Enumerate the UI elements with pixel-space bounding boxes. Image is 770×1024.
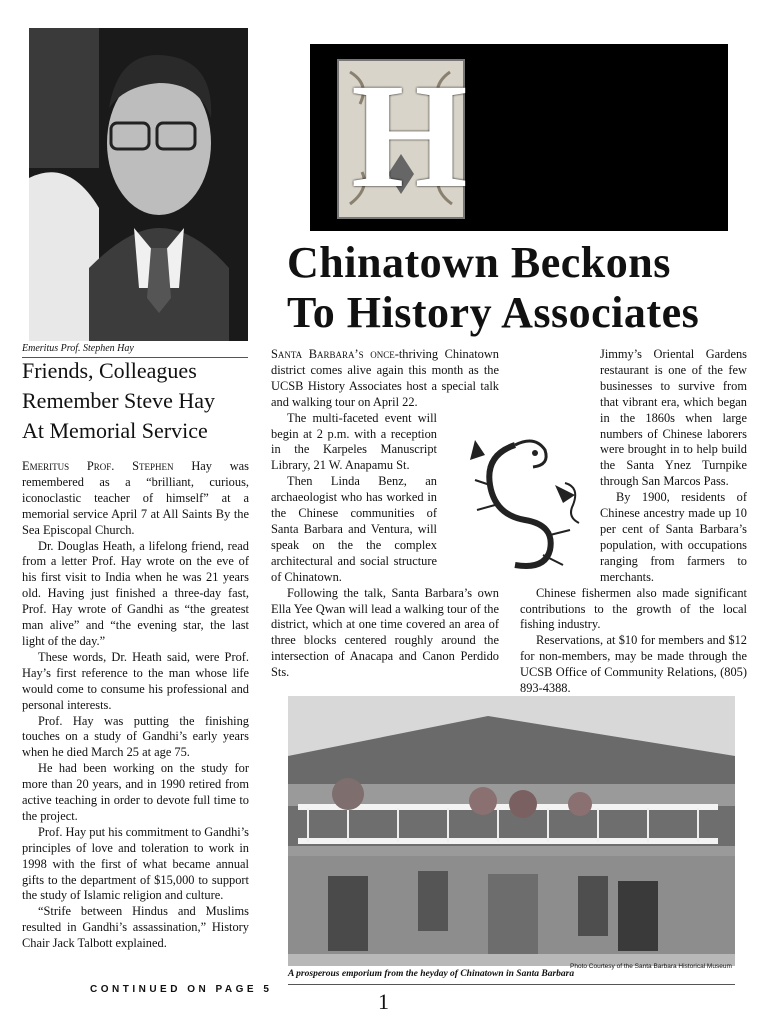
paragraph: Prof. Hay was putting the finishing touches on a study of Gandhi’s early years when he died March 25 at age 75. bbox=[22, 713, 249, 760]
paragraph: By 1900, residents of Chinese ancestry made up 10 per cent of Santa Barbara’s population, with occupations ranging from farmers to merchants. bbox=[600, 490, 747, 584]
building-photo bbox=[288, 696, 735, 966]
left-lead-paragraph bbox=[22, 459, 249, 539]
paragraph: Following the talk, Santa Barbara’s own Ella Yee Qwan will lead a walking tour of the district, which at one time covered an area of three blocks centered roughly around the intersection of Anacapa and Canon Perdido Sts. bbox=[271, 585, 499, 680]
dropcap-letter: H bbox=[351, 53, 468, 219]
page-number: 1 bbox=[378, 989, 389, 1014]
paragraph: Jimmy’s Oriental Gardens restaurant is one of the few businesses to survive from that vibrant era, which began in the 1860s when large numbers of Chinese laborers were brought in to help build the Santa Ynez Turnpike through San Marcos Pass. bbox=[600, 347, 747, 489]
divider bbox=[288, 984, 735, 985]
paragraph: Dr. Douglas Heath, a lifelong friend, read from a letter Prof. Hay wrote on the eve of his first visit to India when he was 21 years old. Having just finished a three-day fast, Prof. Hay wrote of Gandhi as “the greatest man alive” and “the evening star, the last light of the day.” bbox=[22, 538, 249, 648]
left-headline bbox=[22, 356, 252, 446]
paragraph: The multi-faceted event will begin at 2 p.m. with a reception in the Karpeles Manuscript Library, 21 W. Anapamu St. bbox=[271, 410, 437, 473]
paragraph: Chinese fishermen also made significant contributions to the growth of the local fishing industry. bbox=[520, 585, 747, 632]
lead-smallcaps: Emeritus Prof. Stephen bbox=[22, 459, 174, 473]
paragraph: These words, Dr. Heath said, were Prof. Hay’s first reference to the man whose life would come to consume his professional and personal interests. bbox=[22, 649, 249, 712]
title-line: To History Associates bbox=[287, 288, 700, 337]
portrait-caption: Emeritus Prof. Stephen Hay bbox=[22, 343, 134, 354]
main-lead-paragraph bbox=[271, 347, 499, 411]
paragraph: Reservations, at $10 for members and $12 for non-members, may be made through the UCSB Office of Community Relations, (805) 893-4388. bbox=[520, 633, 747, 696]
paragraph: He had been working on the study for more than 20 years, and in 1990 retired from active teaching in order to devote full time to the project. bbox=[22, 761, 249, 823]
lead-rest: -thriving Chinatown district comes alive again this month as the UCSB History Associates host a special talk and walking tour on April 22. bbox=[271, 347, 500, 409]
dropcap-box bbox=[310, 44, 728, 231]
lead-smallcaps: Santa Barbara’s once bbox=[271, 347, 395, 361]
continued-link[interactable]: CONTINUED ON PAGE 5 bbox=[90, 984, 273, 995]
left-headline-line: Remember Steve Hay bbox=[22, 388, 216, 413]
portrait-photo bbox=[29, 28, 248, 341]
photo-credit: Photo Courtesy of the Santa Barbara Historical Museum bbox=[570, 963, 732, 970]
paragraph: “Strife between Hindus and Muslims resulted in Gandhi’s assassination,” History Chair Jack Talbott explained. bbox=[22, 904, 249, 951]
main-col2 bbox=[520, 347, 747, 697]
lead-rest: Hay was remembered as a “brilliant, curious, iconoclastic teacher of himself” at a memorial service April 7 at All Saints By the Sea Episcopal Church. bbox=[22, 459, 250, 537]
paragraph: Then Linda Benz, an archaeologist who has worked in the Chinese communities of Santa Barbara and Ventura, will speak on the the complex architectural and social structure of Chinatown. bbox=[271, 474, 437, 584]
title-line: Chinatown Beckons bbox=[287, 238, 671, 287]
left-article-body bbox=[22, 459, 249, 952]
paragraph: Prof. Hay put his commitment to Gandhi’s principles of love and toleration to work in 1998 with the first of what became annual gifts to the department of $15,000 to support the study of Islamic religion and culture. bbox=[22, 824, 249, 903]
photo-caption: A prosperous emporium from the heyday of Chinatown in Santa Barbara bbox=[288, 969, 575, 979]
left-headline-line: At Memorial Service bbox=[22, 418, 208, 443]
left-headline-line: Friends, Colleagues bbox=[22, 358, 197, 383]
main-title bbox=[287, 238, 767, 338]
